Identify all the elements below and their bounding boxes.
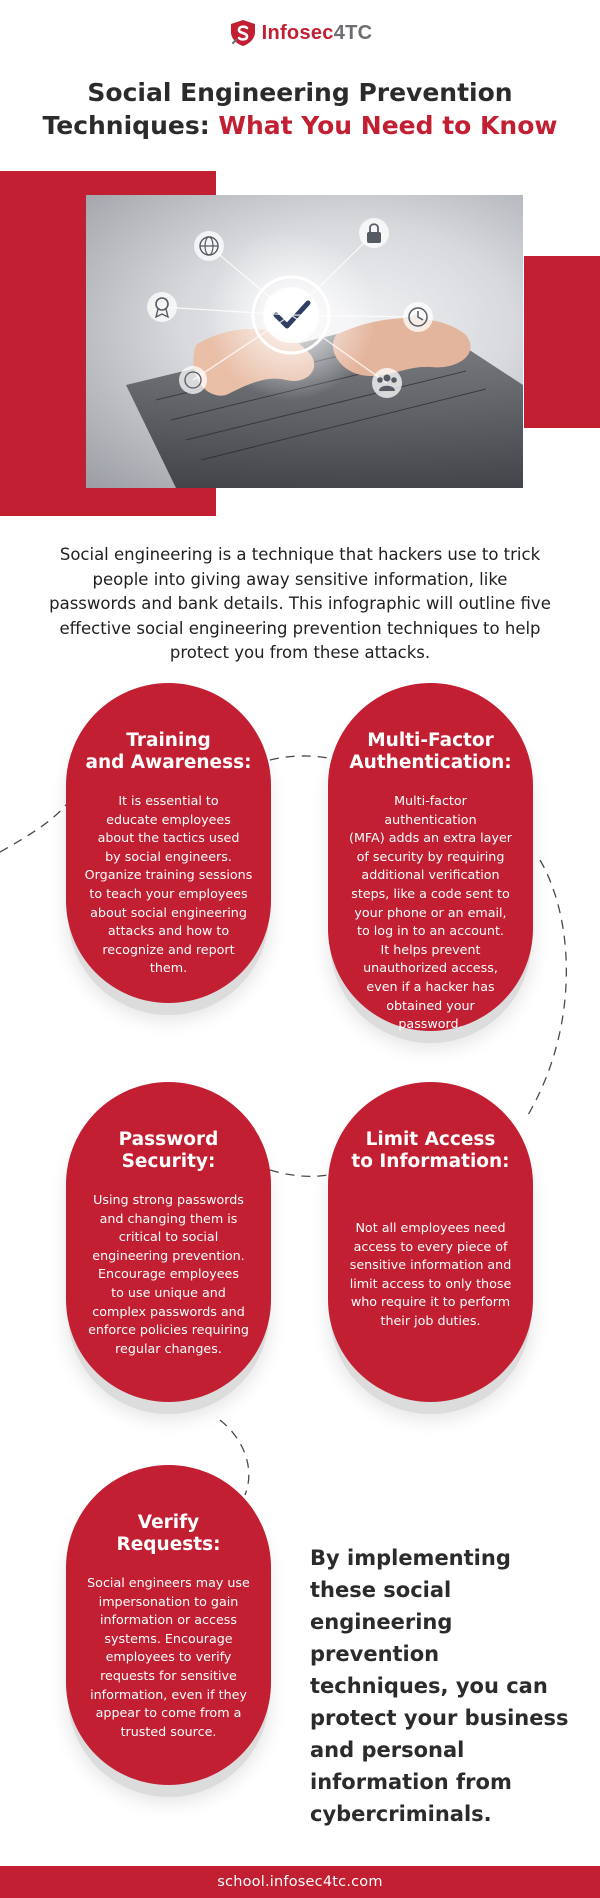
technique-title: Multi-Factor Authentication: xyxy=(349,730,512,773)
brand-name-part1: Infosec xyxy=(261,21,334,44)
globe-icon xyxy=(194,231,224,261)
technique-card-training xyxy=(66,683,271,1003)
technique-title: Limit Access to Information: xyxy=(351,1129,510,1172)
technique-title: Password Security: xyxy=(118,1129,219,1172)
technique-title: Training and Awareness: xyxy=(85,730,252,773)
title-line2-plain: Techniques: xyxy=(42,111,219,140)
shield-s-icon xyxy=(228,18,258,48)
intro-paragraph: Social engineering is a technique that hackers use to trick people into giving away sensitive information, like passwords and bank details. This infographic will outline five effective social engineering prevention techniques to help protect you from these attacks. xyxy=(49,545,551,662)
globe-small-icon xyxy=(179,366,207,394)
footer-bar xyxy=(0,1866,600,1898)
technique-body: Using strong passwords and changing them is critical to social engineering prevention. Encourage employees to use unique and complex passwords and enforce policies requiring regular changes. xyxy=(88,1192,249,1356)
conclusion-text: By implementing these social engineering prevention techniques, you can protect your business and personal information from cybercriminals. xyxy=(310,1546,569,1826)
technique-title: Verify Requests: xyxy=(116,1512,221,1555)
technique-card-verify xyxy=(66,1465,271,1785)
technique-body: Multi-factor authentication (MFA) adds an extra layer of security by requiring additional verification steps, like a code sent to your phone or an email, to log in to an account. It helps prevent unauthorized access, even if a hacker has obtained your password. xyxy=(349,793,512,1032)
hero-image xyxy=(86,195,523,488)
title-line2-accent: What You Need to Know xyxy=(218,111,558,140)
brand-logo xyxy=(0,18,600,48)
title-line1: Social Engineering Prevention xyxy=(87,78,513,107)
footer-url-link[interactable]: school.infosec4tc.com xyxy=(217,1874,383,1890)
user-group-icon xyxy=(372,368,402,398)
technique-card-password xyxy=(66,1082,271,1402)
padlock-icon xyxy=(359,218,389,248)
technique-card-limit-access xyxy=(328,1082,533,1402)
brand-name-part2: 4TC xyxy=(333,21,373,44)
hero-red-block-right xyxy=(524,256,600,428)
award-badge-icon xyxy=(147,292,177,322)
page-title xyxy=(0,76,600,142)
technique-card-mfa xyxy=(328,683,533,1031)
technique-body: Social engineers may use impersonation to gain information or access systems. Encourage employees to verify requests for sensitive information, even if they appear to come from a trusted source. xyxy=(87,1575,250,1739)
technique-body: Not all employees need access to every piece of sensitive information and limit access to only those who require it to perform their job duties. xyxy=(349,1220,512,1328)
technique-body: It is essential to educate employees about the tactics used by social engineers. Organize training sessions to teach your employees about social engineering attacks and how to recognize and report them. xyxy=(84,793,253,976)
clock-icon xyxy=(403,302,433,332)
